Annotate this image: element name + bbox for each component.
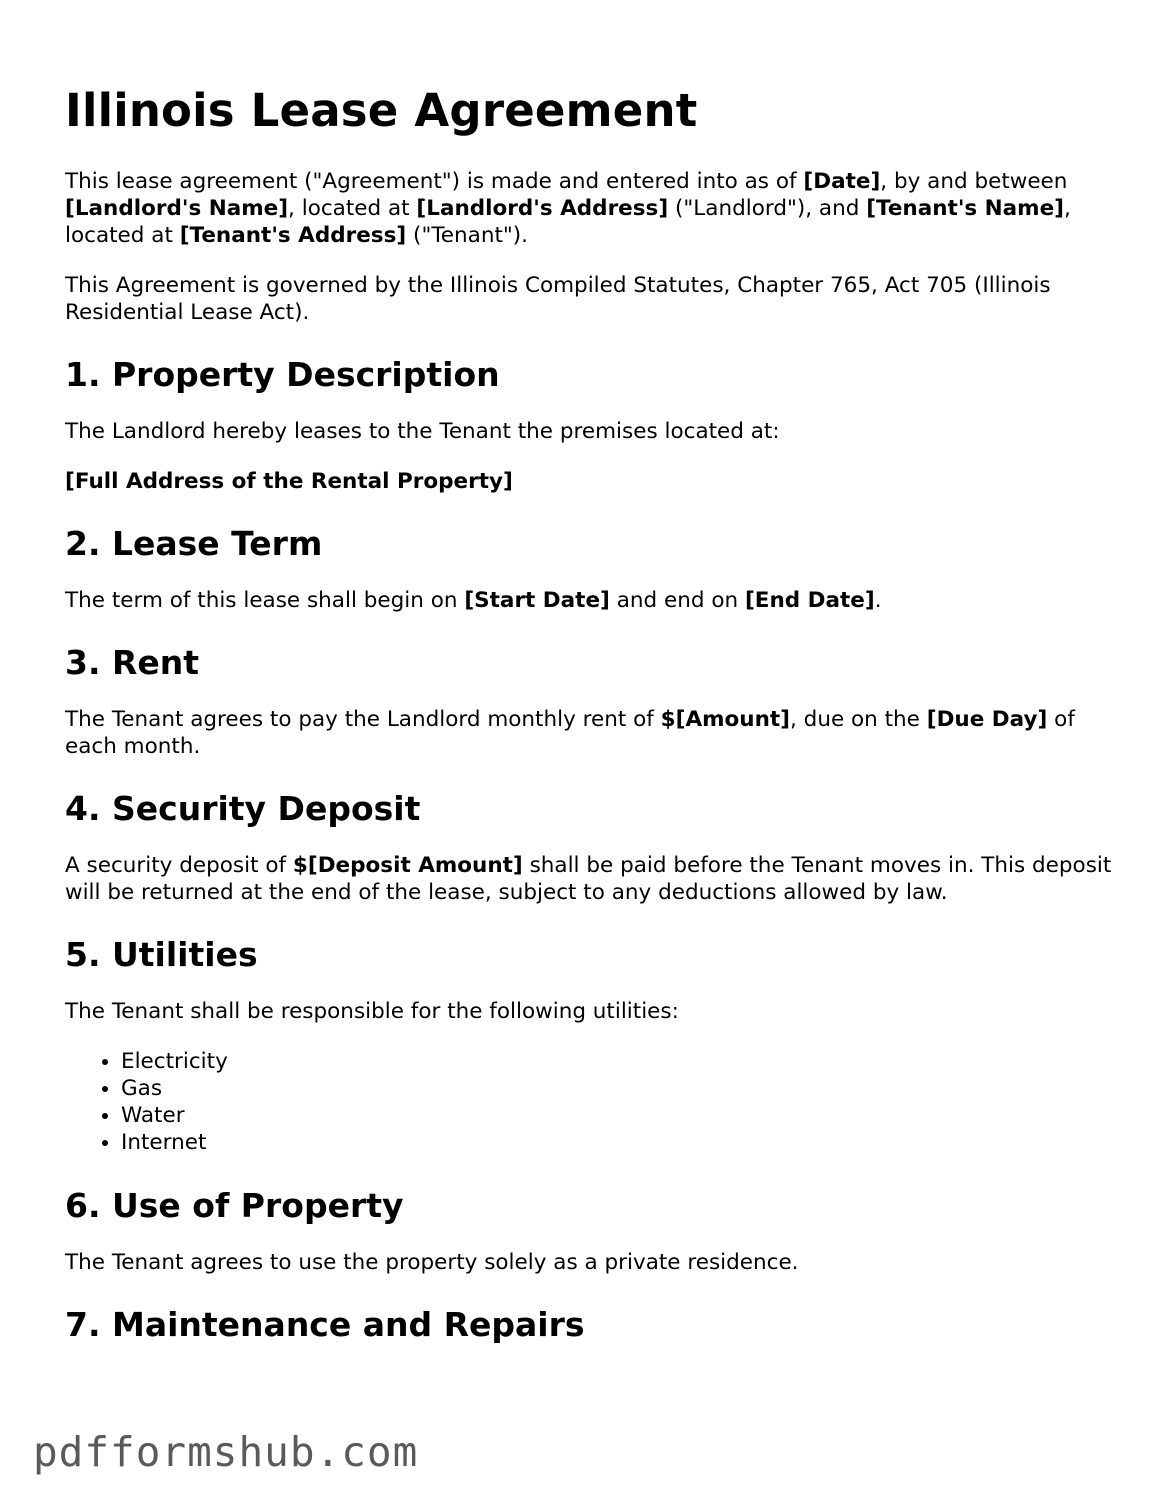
property-paragraph: The Landlord hereby leases to the Tenant the premises located at:: [65, 419, 780, 444]
deposit-text: A security deposit of: [65, 853, 293, 878]
rent-text: , due on the: [790, 707, 927, 732]
intro-text: , located at: [65, 196, 1071, 248]
intro-text: ("Tenant").: [406, 223, 529, 248]
section-heading-deposit: 4. Security Deposit: [65, 789, 421, 828]
end-date-placeholder: [End Date]: [744, 588, 875, 613]
list-item: • Gas: [121, 1075, 1115, 1102]
deposit-paragraph: [65, 852, 1115, 906]
list-item: • Internet: [121, 1129, 1115, 1156]
intro-text: This lease agreement ("Agreement") is made and entered into as of: [65, 169, 804, 194]
document-title: Illinois Lease Agreement: [65, 84, 698, 137]
landlord-address-placeholder: [Landlord's Address]: [416, 196, 669, 221]
property-address-text: [Full Address of the Rental Property]: [65, 469, 513, 494]
governing-law-paragraph: This Agreement is governed by the Illinois Compiled Statutes, Chapter 765, Act 705 (Illinois Residential Lease Act).: [65, 273, 1051, 325]
utilities-list: [65, 1048, 1115, 1156]
landlord-name-placeholder: [Landlord's Name]: [65, 196, 289, 221]
term-text: .: [874, 588, 882, 613]
rent-text: The Tenant agrees to pay the Landlord monthly rent of: [65, 707, 661, 732]
section-heading-maintenance: 7. Maintenance and Repairs: [65, 1305, 585, 1344]
term-text: The term of this lease shall begin on: [65, 588, 465, 613]
rent-text: of each month.: [65, 707, 1075, 759]
document-page: [65, 0, 1115, 1346]
watermark: pdfformshub.com: [33, 1428, 419, 1476]
term-text: and end on: [609, 588, 745, 613]
section-heading-use: 6. Use of Property: [65, 1186, 404, 1225]
tenant-name-placeholder: [Tenant's Name]: [866, 196, 1064, 221]
rent-paragraph: [65, 706, 1115, 760]
use-paragraph: The Tenant agrees to use the property solely as a private residence.: [65, 1250, 799, 1275]
intro-paragraph: [65, 168, 1115, 249]
section-heading-utilities: 5. Utilities: [65, 935, 258, 974]
intro-text: ("Landlord"), and: [668, 196, 867, 221]
tenant-address-placeholder: [Tenant's Address]: [179, 223, 407, 248]
intro-text: , by and between: [880, 169, 1068, 194]
intro-text: , located at: [288, 196, 417, 221]
rent-amount-placeholder: $[Amount]: [660, 707, 790, 732]
term-paragraph: [65, 587, 1115, 614]
start-date-placeholder: [Start Date]: [464, 588, 610, 613]
section-heading-term: 2. Lease Term: [65, 524, 323, 563]
property-address-placeholder: [65, 468, 1115, 495]
due-day-placeholder: [Due Day]: [926, 707, 1048, 732]
list-item: • Electricity: [121, 1048, 1115, 1075]
date-placeholder: [Date]: [803, 169, 881, 194]
list-item: • Water: [121, 1102, 1115, 1129]
utilities-paragraph: The Tenant shall be responsible for the following utilities:: [65, 999, 679, 1024]
deposit-text: shall be paid before the Tenant moves in. This deposit will be returned at the end of the lease, subject to any deductions allowed by law.: [65, 853, 1112, 905]
deposit-amount-placeholder: $[Deposit Amount]: [292, 853, 523, 878]
section-heading-property: 1. Property Description: [65, 355, 500, 394]
section-heading-rent: 3. Rent: [65, 643, 200, 682]
